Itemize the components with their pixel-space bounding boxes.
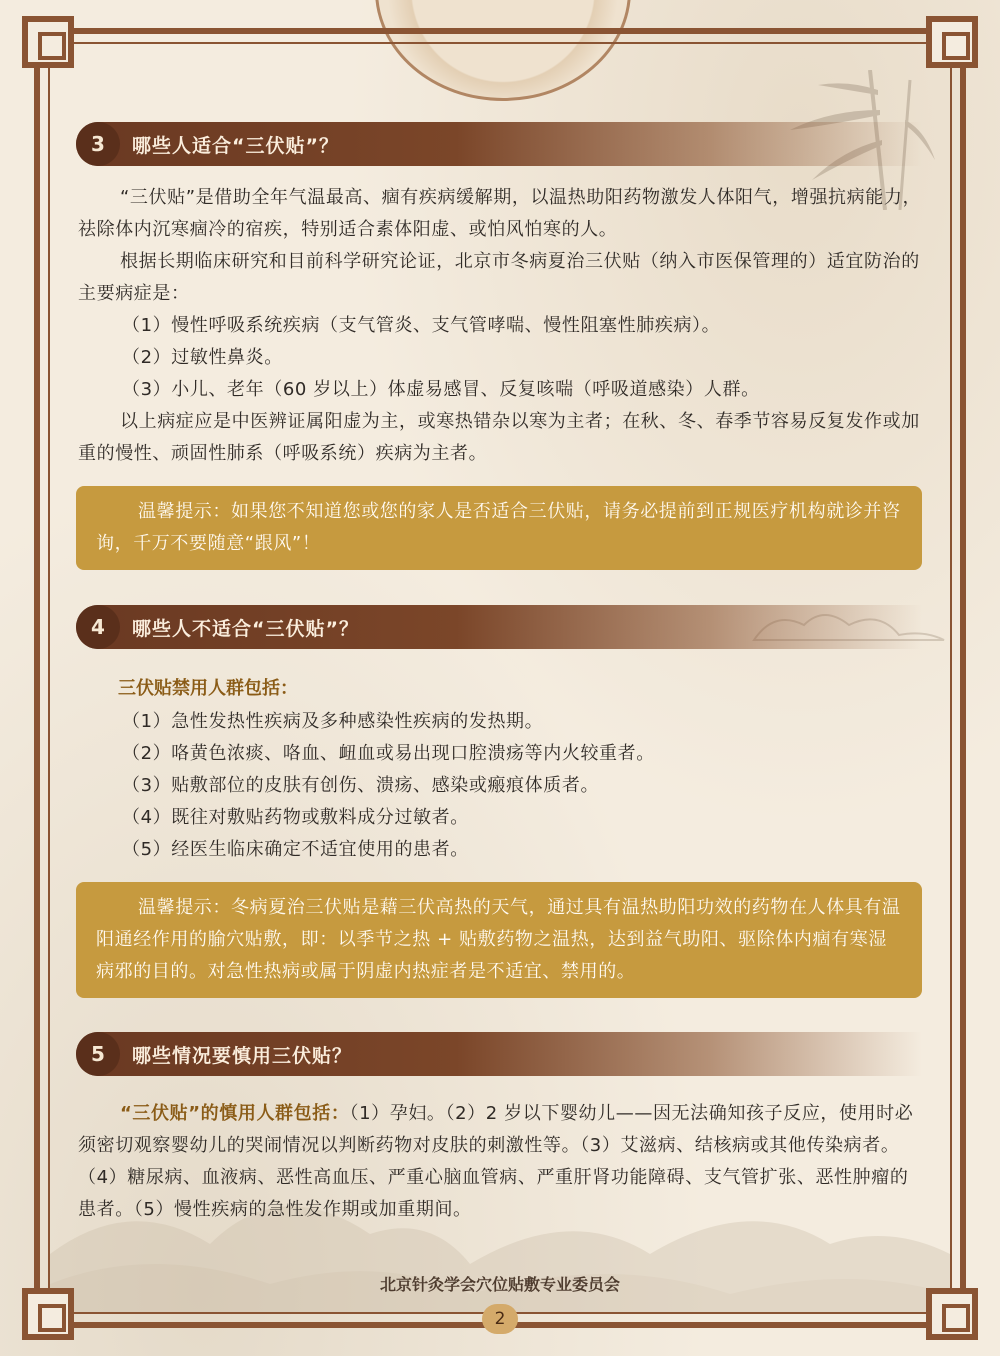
list-item: （3）小儿、老年（60 岁以上）体虚易感冒、反复咳喘（呼吸道感染）人群。 — [122, 379, 760, 400]
tip-text: 温馨提示：冬病夏治三伏贴是藉三伏高热的天气，通过具有温热助阳功效的药物在人体具有温阳通经作用的腧穴贴敷，即：以季节之热 + 贴敷药物之温热，达到益气助阳、驱除体内痼有寒湿病邪的目的。对急性热病或属于阴虚内热症者是不适宜、禁用的。 — [96, 897, 901, 982]
list-item: （3）贴敷部位的皮肤有创伤、溃疡、感染或瘢痕体质者。 — [122, 775, 600, 796]
section-title: 哪些情况要慎用三伏贴？ — [132, 1044, 353, 1067]
tip-text: 温馨提示：如果您不知道您或您的家人是否适合三伏贴，请务必提前到正规医疗机构就诊并咨询，千万不要随意“跟风”！ — [96, 501, 901, 554]
lead-text: “三伏贴”的慎用人群包括： — [120, 1103, 350, 1124]
frame-corner-top-left — [22, 16, 74, 68]
frame-corner-bottom-left — [22, 1288, 74, 1340]
section-title: 哪些人适合“三伏贴”？ — [132, 134, 339, 157]
section-5-header — [76, 1032, 922, 1076]
list-item: （1）慢性呼吸系统疾病（支气管炎、支气管哮喘、慢性阻塞性肺疾病）。 — [122, 315, 721, 336]
section-4-list — [78, 706, 924, 866]
warm-tip-box — [76, 486, 922, 570]
section-number: 3 — [76, 122, 120, 166]
body-text: （1）孕妇。（2）2 岁以下婴幼儿——因无法确知孩子反应，使用时必须密切观察婴幼儿的哭闹情况以判断药物对皮肤的刺激性等。（3）艾滋病、结核病或其他传染病者。（4）糖尿病、血液病、恶性高血压、严重心脑血管病、严重肝肾功能障碍、支气管扩张、恶性肿瘤的患者。（5）慢性疾病的急性发作期或加重期间。 — [78, 1103, 914, 1220]
section-number: 5 — [76, 1032, 120, 1076]
frame-corner-bottom-right — [926, 1288, 978, 1340]
paragraph: 根据长期临床研究和目前科学研究论证，北京市冬病夏治三伏贴（纳入市医保管理的）适宜防治的主要病症是： — [78, 251, 920, 304]
page-number: 2 — [482, 1304, 518, 1334]
section-title: 哪些人不适合“三伏贴”？ — [132, 617, 359, 640]
section-3-body — [78, 182, 924, 470]
section-3-header — [76, 122, 922, 166]
section-number: 4 — [76, 605, 120, 649]
list-item: （1）急性发热性疾病及多种感染性疾病的发热期。 — [122, 711, 544, 732]
paragraph: “三伏贴”是借助全年气温最高、痼有疾病缓解期，以温热助阳药物激发人体阳气，增强抗病能力，祛除体内沉寒痼冷的宿疾，特别适合素体阳虚、或怕风怕寒的人。 — [78, 187, 922, 240]
list-item: （5）经医生临床确定不适宜使用的患者。 — [122, 839, 469, 860]
list-item: （4）既往对敷贴药物或敷料成分过敏者。 — [122, 807, 469, 828]
list-item: （2）过敏性鼻炎。 — [122, 347, 283, 368]
subheading: 三伏贴禁用人群包括： — [118, 678, 298, 699]
list-item: （2）咯黄色浓痰、咯血、衄血或易出现口腔溃疡等内火较重者。 — [122, 743, 655, 764]
section-4-header — [76, 605, 922, 649]
section-5-body — [78, 1098, 924, 1226]
warm-tip-box — [76, 882, 922, 998]
paragraph: 以上病症应是中医辨证属阳虚为主，或寒热错杂以寒为主者；在秋、冬、春季节容易反复发作或加重的慢性、顽固性肺系（呼吸系统）疾病为主者。 — [78, 411, 920, 464]
frame-corner-top-right — [926, 16, 978, 68]
organization-name: 北京针灸学会穴位贴敷专业委员会 — [379, 1275, 620, 1294]
